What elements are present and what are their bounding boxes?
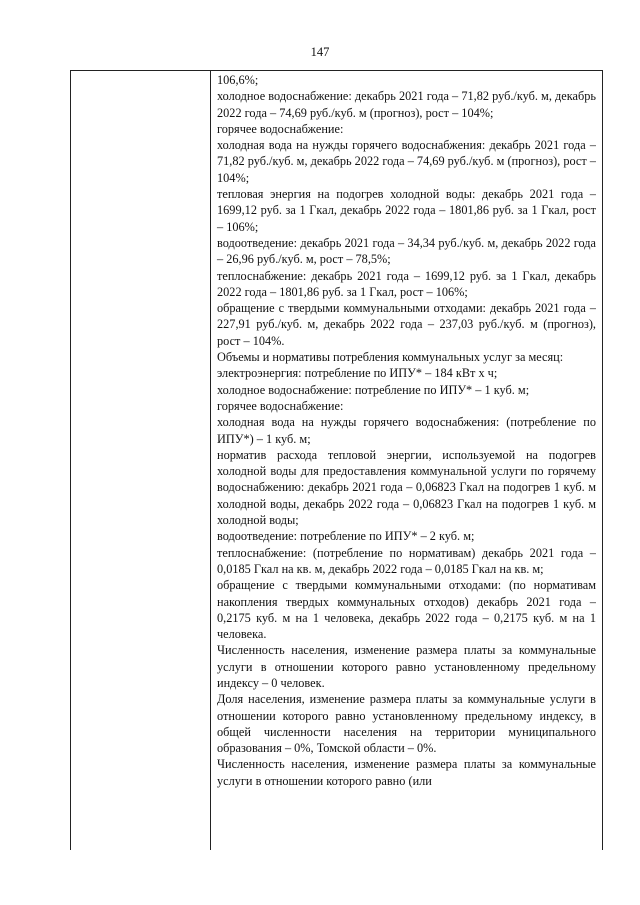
paragraph: обращение с твердыми коммунальными отходами: (по нормативам накопления твердых коммунальных отходов) декабрь 2021 года – 0,2175 куб. м на 1 человека, декабрь 2022 года – 0,2175 куб. м на 1 человека. (217, 578, 596, 642)
paragraph: Объемы и нормативы потребления коммунальных услуг за месяц: (217, 350, 564, 365)
paragraph: теплоснабжение: декабрь 2021 года – 1699,12 руб. за 1 Гкал, декабрь 2022 года – 1801,86 руб. за 1 Гкал, рост – 106%; (217, 268, 596, 299)
paragraph: Численность населения, изменение размера платы за коммунальные услуги в отношении которого равно установленному предельному индексу – 0 человек. (217, 643, 596, 690)
paragraph: водоотведение: декабрь 2021 года – 34,34 руб./куб. м, декабрь 2022 года – 26,96 руб./куб. м, рост – 78,5%; (217, 235, 596, 267)
paragraph: водоотведение: потребление по ИПУ* – 2 куб. м; (217, 529, 475, 544)
paragraph: холодное водоснабжение: декабрь 2021 года – 71,82 руб./куб. м, декабрь 2022 года – 74,69 руб./куб. м (прогноз), рост – 104%; (217, 89, 596, 120)
paragraph: холодная вода на нужды горячего водоснабжения: декабрь 2021 года – 71,82 руб./куб. м, декабрь 2022 года – 74,69 руб./куб. м (прогноз), рост – 104%; (217, 138, 596, 185)
paragraph: теплоснабжение: (потребление по нормативам) декабрь 2021 года – 0,0185 Гкал на кв. м, декабрь 2022 года – 0,0185 Гкал на кв. м; (217, 545, 596, 576)
table-left-column (71, 71, 211, 850)
paragraph: тепловая энергия на подогрев холодной воды: декабрь 2021 года – 1699,12 руб. за 1 Гкал, декабрь 2022 года – 1801,86 руб. за 1 Гкал, рост – 106%; (217, 187, 596, 234)
document-table (70, 70, 603, 850)
table-text-cell (213, 71, 596, 789)
paragraph: 106,6%; (217, 73, 259, 87)
paragraph: обращение с твердыми коммунальными отходами: декабрь 2021 года – 227,91 руб./куб. м, декабрь 2022 года – 237,03 руб./куб. м (прогноз), рост – 104%. (217, 301, 596, 348)
paragraph: горячее водоснабжение: (217, 121, 344, 136)
page-number: 147 (310, 45, 330, 59)
paragraph: горячее водоснабжение: (217, 398, 344, 413)
paragraph: холодное водоснабжение: потребление по ИПУ* – 1 куб. м; (217, 382, 530, 397)
paragraph: электроэнергия: потребление по ИПУ* – 184 кВт х ч; (217, 366, 498, 381)
paragraph: Численность населения, изменение размера платы за коммунальные услуги в отношении которого равно (или (217, 757, 596, 788)
paragraph: Доля населения, изменение размера платы за коммунальные услуги в отношении которого равно установленному предельному индексу, в общей численности населения на территории муниципального образования – 0%, Томской области – 0%. (217, 692, 596, 756)
table-right-column (213, 71, 596, 850)
paragraph: холодная вода на нужды горячего водоснабжения: (потребление по ИПУ*) – 1 куб. м; (217, 415, 596, 446)
paragraph: норматив расхода тепловой энергии, используемой на подогрев холодной воды для предоставления коммунальной услуги по горячему водоснабжению: декабрь 2021 года – 0,06823 Гкал на подогрев 1 куб. м холодной воды, декабрь 2022 года – 0,06823 Гкал на подогрев 1 куб. м холодной воды; (217, 447, 596, 528)
